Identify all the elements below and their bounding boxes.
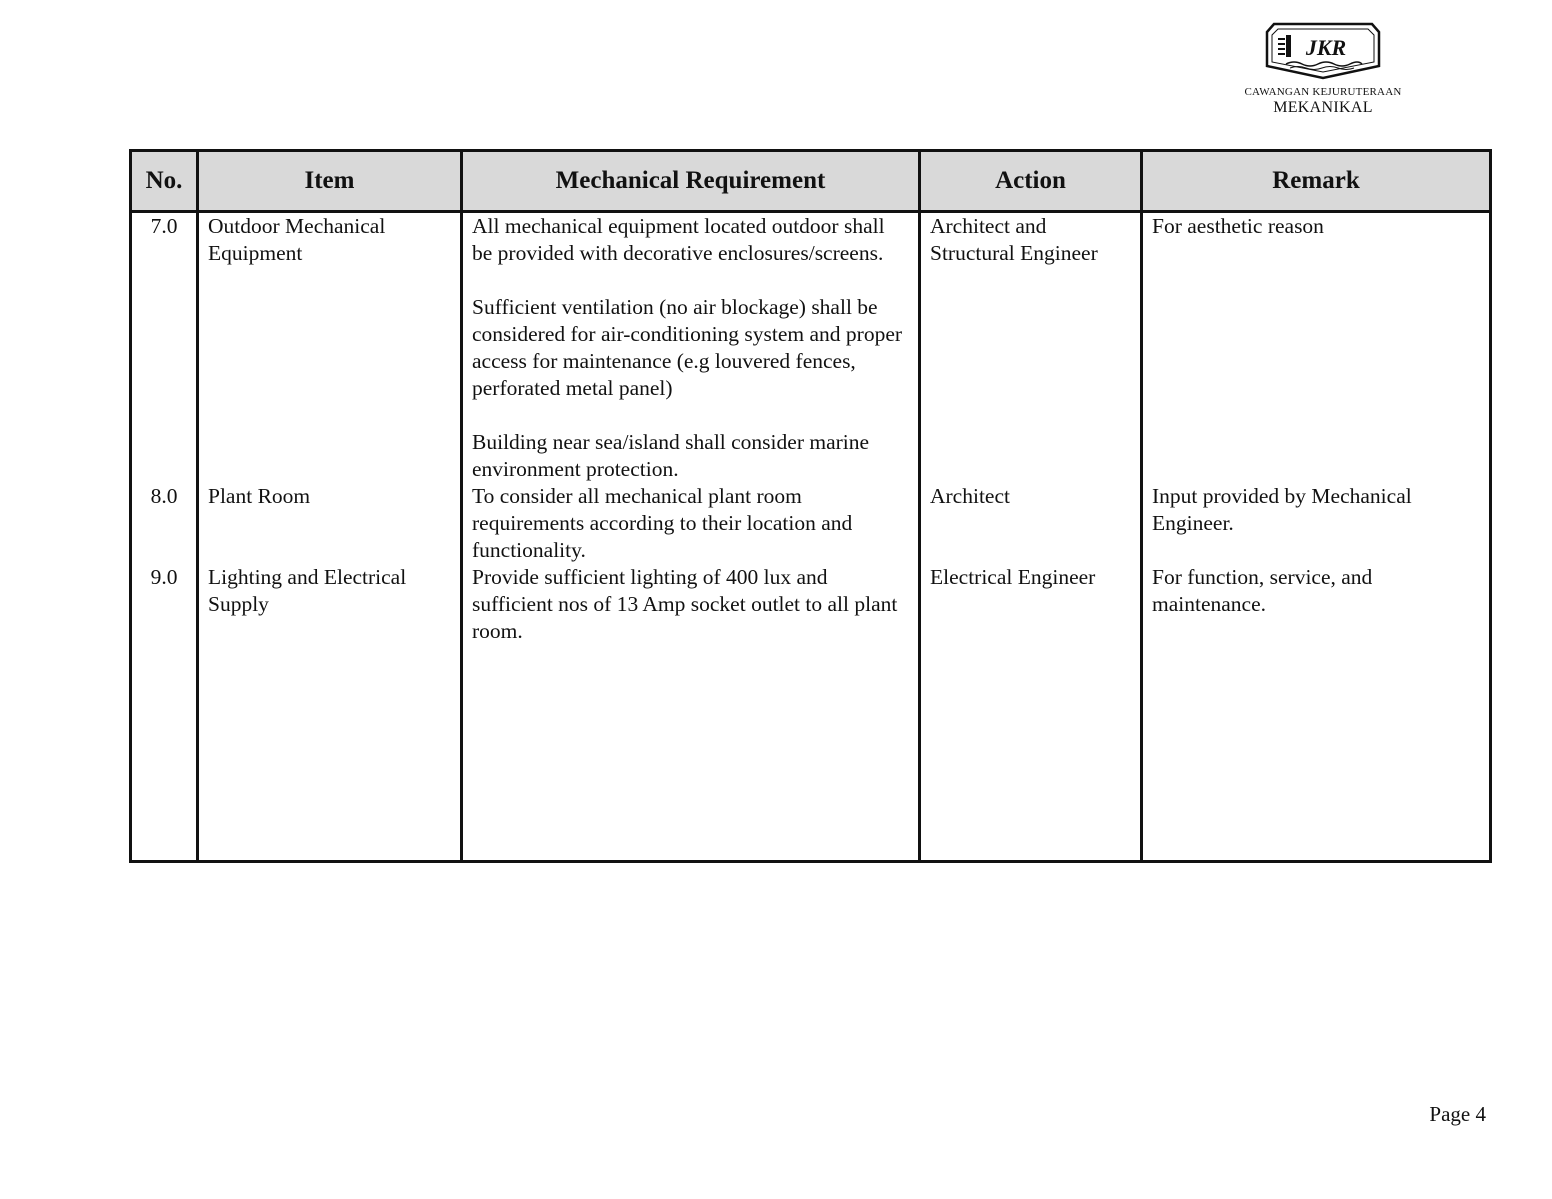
row-action: Architect and Structural Engineer xyxy=(920,212,1142,484)
requirement-paragraph: To consider all mechanical plant room requirements according to their location and functionality. xyxy=(472,484,853,562)
logo-lettering: JKR xyxy=(1305,35,1347,60)
row-item: Outdoor Mechanical Equipment xyxy=(198,212,462,484)
row-action: Architect xyxy=(920,483,1142,564)
row-item: Plant Room xyxy=(198,483,462,564)
row-remark: For aesthetic reason xyxy=(1142,212,1491,484)
requirements-table xyxy=(129,149,1492,863)
org-name-line2: MEKANIKAL xyxy=(1273,99,1373,116)
row-item: Lighting and Electrical Supply xyxy=(198,564,462,862)
row-remark: Input provided by Mechanical Engineer. xyxy=(1142,483,1491,564)
table-row xyxy=(131,212,1491,484)
header-remark: Remark xyxy=(1142,151,1491,212)
requirement-paragraph: Sufficient ventilation (no air blockage) shall be considered for air-conditioning system and proper access for maintenance (e.g louvered fences, perforated metal panel) xyxy=(472,295,903,400)
row-number: 8.0 xyxy=(131,483,198,564)
row-number: 7.0 xyxy=(131,212,198,484)
header-item: Item xyxy=(198,151,462,212)
requirement-paragraph: All mechanical equipment located outdoor shall be provided with decorative enclosures/screens. xyxy=(472,214,885,265)
table-row xyxy=(131,564,1491,862)
row-remark: For function, service, and maintenance. xyxy=(1142,564,1491,862)
jkr-logo-block xyxy=(1228,20,1418,116)
row-action: Electrical Engineer xyxy=(920,564,1142,862)
row-requirement xyxy=(462,212,920,484)
row-requirement xyxy=(462,483,920,564)
header-no: No. xyxy=(131,151,198,212)
page-number: Page 4 xyxy=(1429,1102,1486,1126)
jkr-logo-icon xyxy=(1264,20,1382,82)
row-requirement xyxy=(462,564,920,862)
requirement-paragraph: Provide sufficient lighting of 400 lux and sufficient nos of 13 Amp socket outlet to all plant room. xyxy=(472,565,898,643)
header-mechanical-requirement: Mechanical Requirement xyxy=(462,151,920,212)
table-row xyxy=(131,483,1491,564)
org-name-line1: CAWANGAN KEJURUTERAAN xyxy=(1244,86,1402,98)
header-action: Action xyxy=(920,151,1142,212)
table-header-row xyxy=(131,151,1491,212)
row-number: 9.0 xyxy=(131,564,198,862)
requirement-paragraph: Building near sea/island shall consider marine environment protection. xyxy=(472,430,870,481)
